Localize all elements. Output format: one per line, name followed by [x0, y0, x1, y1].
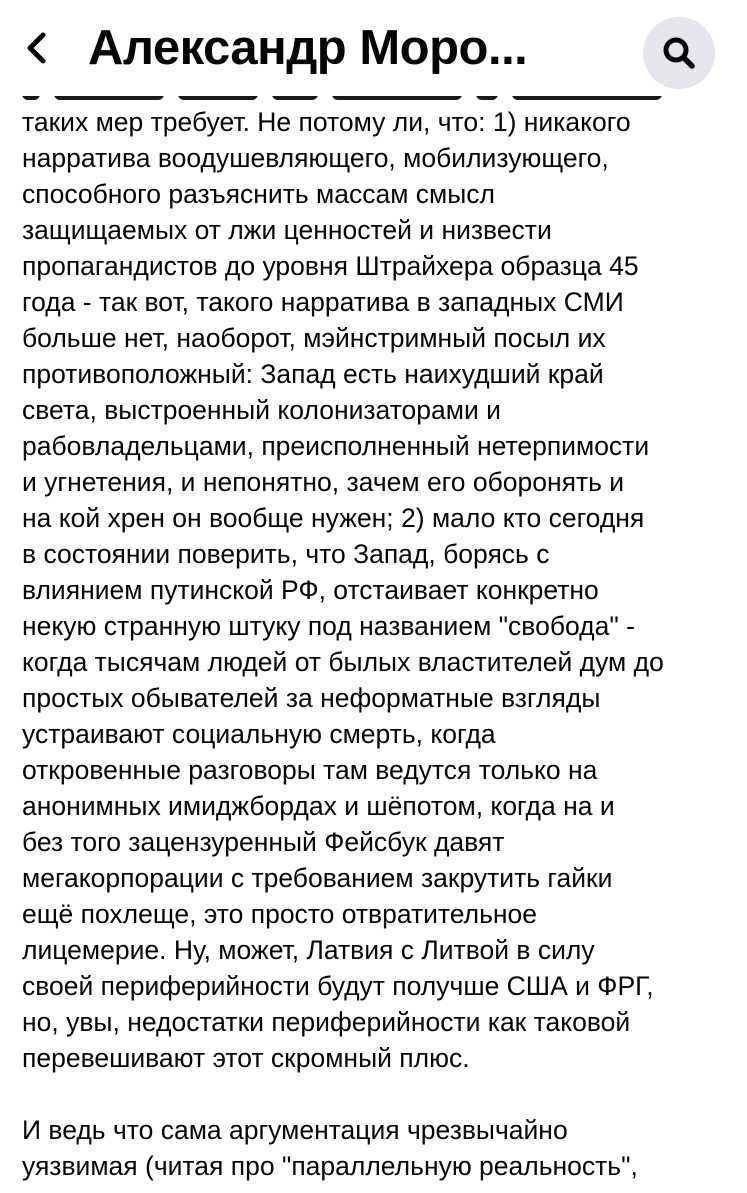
text-line: простых обывателей за неформатные взгляды	[22, 683, 601, 713]
text-line: мегакорпорации с требованием закрутить гайки	[22, 863, 613, 893]
text-line: некую странную штуку под названием "свобода" -	[22, 611, 635, 641]
text-line: анонимных имиджбордах и шёпотом, когда на и	[22, 791, 615, 821]
text-line: рабовладельцами, преисполненный нетерпимости	[22, 431, 650, 461]
text-line: ещё похлеще, это просто отвратительное	[22, 899, 538, 929]
text-line: света, выстроенный колонизаторами и	[22, 395, 501, 425]
text-line: когда тысячам людей от былых властителей дум до	[22, 647, 664, 677]
text-line: противоположный: Запад есть наихудший край	[22, 359, 604, 389]
chevron-left-icon	[24, 30, 48, 66]
text-line: нарратива воодушевляющего, мобилизующего,	[22, 143, 609, 173]
text-line: перевешивают этот скромный плюс.	[22, 1043, 470, 1073]
paragraph-1	[22, 104, 728, 1076]
text-line: своей периферийности будут получше США и ФРГ,	[22, 971, 654, 1001]
text-line: без того зацензуренный Фейсбук давят	[22, 827, 505, 857]
text-line: устраивают социальную смерть, когда	[22, 719, 496, 749]
text-line: года - так вот, такого нарратива в западных СМИ	[22, 287, 624, 317]
post-text	[22, 68, 728, 1184]
text-line: лицемерие. Ну, может, Латвия с Литвой в силу	[22, 935, 595, 965]
text-line: способного разъяснить массам смысл	[22, 179, 496, 209]
text-line: в состоянии поверить, что Запад, борясь с	[22, 539, 550, 569]
text-line: откровенные разговоры там ведутся только на	[22, 755, 598, 785]
back-button[interactable]	[14, 22, 58, 74]
paragraph-2	[22, 1112, 728, 1184]
page-title: Александр Моро...	[88, 21, 528, 75]
post-content[interactable]	[0, 68, 747, 1193]
text-line: пропагандистов до уровня Штрайхера образца 45	[22, 251, 639, 281]
text-line: И ведь что сама аргументация чрезвычайно	[22, 1115, 568, 1145]
text-line: влиянием путинской РФ, отстаивает конкретно	[22, 575, 599, 605]
search-button[interactable]	[643, 17, 715, 89]
top-bar	[0, 0, 747, 96]
paragraph-spacer	[22, 1076, 728, 1112]
text-line: но, увы, недостатки периферийности как таковой	[22, 1007, 631, 1037]
text-line: и угнетения, и непонятно, зачем его оборонять и	[22, 467, 625, 497]
text-line: таких мер требует. Не потому ли, что: 1) никакого	[22, 107, 631, 137]
text-line: защищаемых от лжи ценностей и низвести	[22, 215, 552, 245]
text-line: уязвимая (читая про "параллельную реальность",	[22, 1151, 638, 1181]
text-line: на кой хрен он вообще нужен; 2) мало кто сегодня	[22, 503, 645, 533]
search-icon	[662, 36, 696, 70]
text-line: больше нет, наоборот, мэйнстримный посыл их	[22, 323, 606, 353]
